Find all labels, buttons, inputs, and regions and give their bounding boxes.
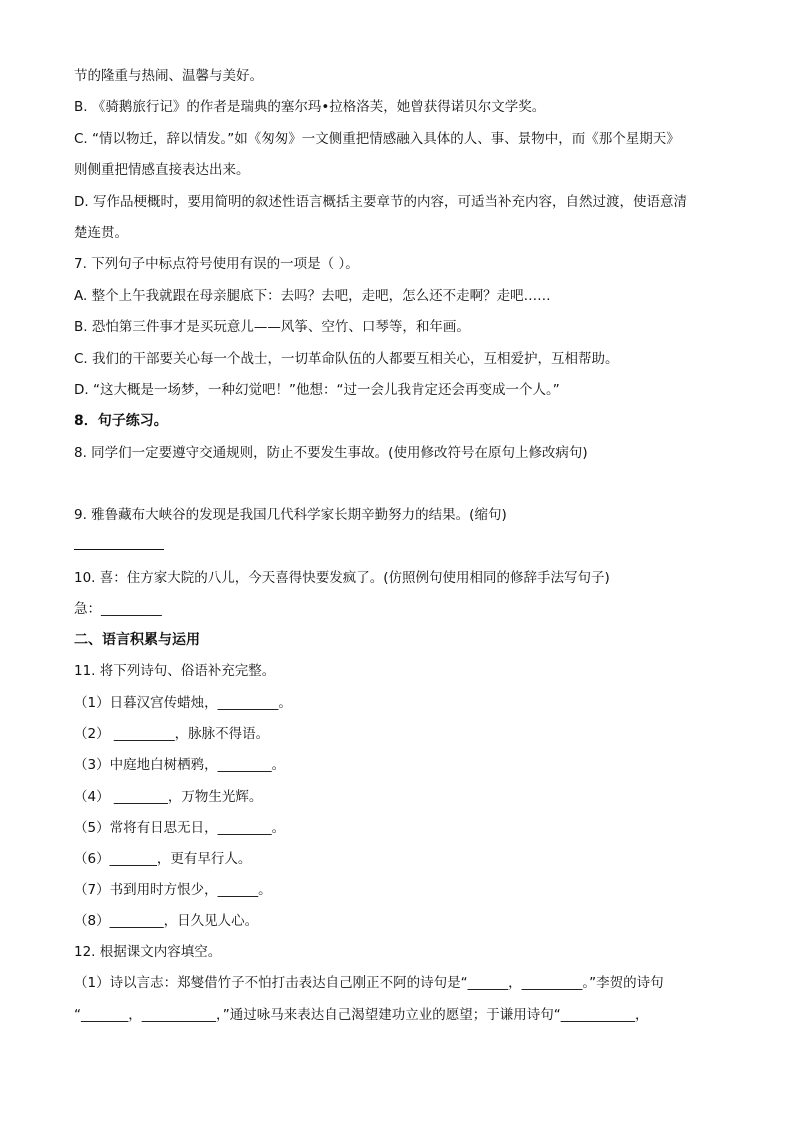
q11-item-7: （7）书到用时方恨少，______。 — [74, 882, 272, 898]
question-11-stem: 11. 将下列诗句、俗语补充完整。 — [74, 663, 276, 679]
q11-item-4: （4） ________，万物生光辉。 — [74, 789, 263, 805]
q11-item-5: （5）常将有日思无日，________。 — [74, 820, 286, 836]
question-12-stem: 12. 根据课文内容填空。 — [74, 944, 222, 960]
q11-item-2: （2） _________，脉脉不得语。 — [74, 726, 270, 742]
q12-item-1-line-2: “_______，___________，”通过咏马来表达自己渴望建功立业的愿望；于谦用诗句“___________， — [74, 1007, 649, 1023]
option-c-line-2: 则侧重把情感直接表达出来。 — [74, 162, 250, 178]
answer-blank-line[interactable] — [74, 549, 164, 550]
question-7-stem: 7. 下列句子中标点符号使用有误的一项是（ ）。 — [74, 256, 359, 272]
question-9-stem: 9. 雅鲁藏布大峡谷的发现是我国几代科学家长期辛勤努力的结果。(缩句) — [74, 507, 507, 523]
question-10-stem: 10. 喜：住方家大院的八儿，今天喜得快要发疯了。(仿照例句使用相同的修辞手法写句子) — [74, 570, 610, 586]
q7-option-d: D. “这大概是一场梦，一种幻觉吧！”他想：“过一会儿我肯定还会再变成一个人。” — [74, 382, 560, 398]
question-8-stem: 8. 同学们一定要遵守交通规则，防止不要发生事故。(使用修改符号在原句上修改病句) — [74, 445, 588, 461]
q11-item-6: （6）_______，更有早行人。 — [74, 851, 252, 867]
option-a-continued-line: 节的隆重与热闹、温馨与美好。 — [74, 68, 263, 84]
section-heading-sentence-practice: 8．句子练习。 — [74, 413, 168, 429]
q12-item-1-line-1: （1）诗以言志：郑燮借竹子不怕打击表达自己刚正不阿的诗句是“______，_________。”李贺的诗句 — [74, 975, 664, 991]
option-d-line-2: 楚连贯。 — [74, 225, 128, 241]
q11-item-8: （8）________，日久见人心。 — [74, 913, 259, 929]
option-b-line: B. 《骑鹅旅行记》的作者是瑞典的塞尔玛•拉格洛芙，她曾获得诺贝尔文学奖。 — [74, 99, 546, 115]
option-d-line-1: D. 写作品梗概时，要用简明的叙述性语言概括主要章节的内容，可适当补充内容，自然过渡，使语意清 — [74, 194, 687, 210]
option-c-line-1: C. “情以物迁，辞以情发。”如《匆匆》一文侧重把情感融入具体的人、事、景物中，而《那个星期天》 — [74, 131, 680, 147]
q7-option-c: C. 我们的干部要关心每一个战士，一切革命队伍的人都要互相关心，互相爱护，互相帮助。 — [74, 351, 619, 367]
section-heading-language-use: 二、语言积累与运用 — [74, 632, 200, 648]
question-10-answer-line: 急：_________ — [74, 601, 162, 617]
q7-option-a: A. 整个上午我就跟在母亲腿底下：去吗？去吧，走吧，怎么还不走啊？走吧…… — [74, 288, 551, 304]
q11-item-1: （1）日暮汉宫传蜡烛，_________。 — [74, 695, 292, 711]
q11-item-3: （3）中庭地白树栖鸦，________。 — [74, 757, 286, 773]
q7-option-b: B. 恐怕第三件事才是买玩意儿——风筝、空竹、口琴等，和年画。 — [74, 319, 470, 335]
